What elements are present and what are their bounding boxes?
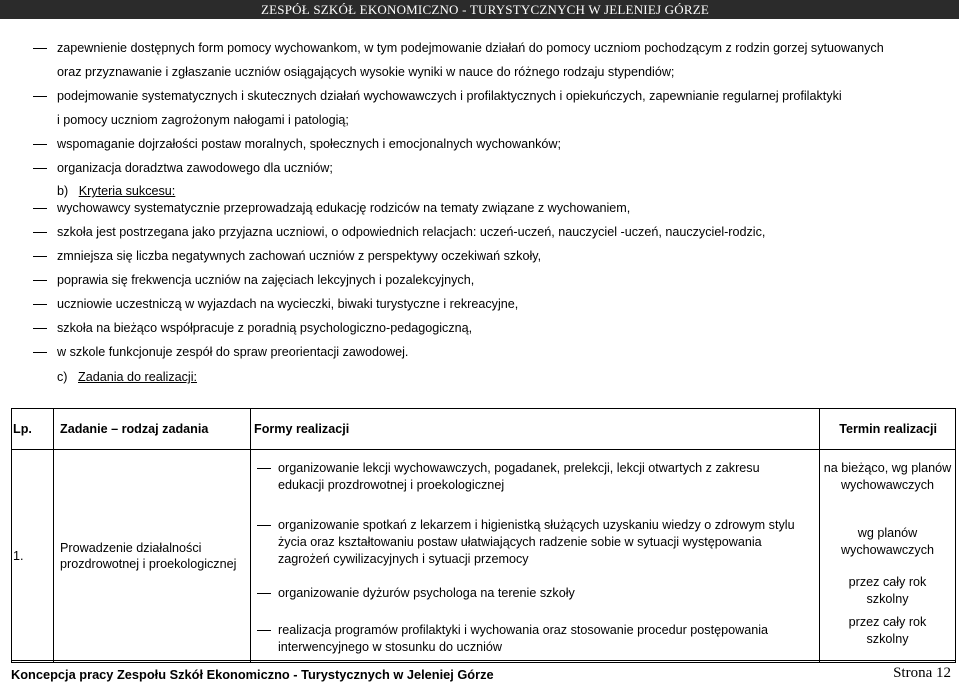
list-b-item-6: szkoła na bieżąco współpracuje z poradnią psychologiczno-pedagogiczną,	[57, 321, 473, 335]
list-a-item-1-line-2: oraz przyznawanie i zgłaszanie uczniów osiągających wysokie wyniki w nauce do różnego rodzaju stypendiów;	[57, 65, 675, 79]
list-a-item-2-line-2: i pomocy uczniom zagrożonym nałogami i patologią;	[57, 113, 349, 127]
form-text: organizowanie dyżurów psychologa na terenie szkoły	[278, 586, 575, 600]
row-forms-cell	[251, 450, 820, 663]
term-text: na bieżąco, wg planów wychowawczych	[823, 461, 952, 492]
list-a-item-1-line-1: zapewnienie dostępnych form pomocy wychowankom, w tym podejmowanie działań do pomocy uczniom pochodzącym z rodzin gorzej sytuowanych	[57, 41, 884, 55]
page-footer	[0, 660, 959, 685]
bullet-dash	[33, 208, 47, 209]
bullet-dash	[257, 593, 271, 594]
term-text: wg planów wychowawczych	[840, 526, 935, 557]
list-b-item-3: zmniejsza się liczba negatywnych zachowań uczniów z perspektywy oczekiwań szkoły,	[57, 249, 542, 263]
list-b-item-2: szkoła jest postrzegana jako przyjazna uczniowi, o odpowiednich relacjach: uczeń-uczeń, nauczyciel -uczeń, nauczyciel-rodzic,	[57, 225, 766, 239]
table-row	[12, 450, 956, 663]
list-b-item-5: uczniowie uczestniczą w wyjazdach na wycieczki, biwaki turystyczne i rekreacyjne,	[57, 297, 519, 311]
page-number: Strona 12	[893, 665, 951, 681]
header-title: ZESPÓŁ SZKÓŁ EKONOMICZNO - TURYSTYCZNYCH W JELENIEJ GÓRZE	[261, 2, 709, 17]
col-header-task: Zadanie – rodzaj zadania	[54, 409, 251, 450]
list-a-item-3: wspomaganie dojrzałości postaw moralnych, społecznych i emocjonalnych wychowanków;	[57, 137, 561, 151]
bullet-dash	[33, 304, 47, 305]
tasks-table	[11, 408, 956, 663]
bullet-dash	[33, 144, 47, 145]
bullet-dash	[257, 630, 271, 631]
list-b-item-7: w szkole funkcjonuje zespół do spraw preorientacji zawodowej.	[57, 345, 409, 359]
bullet-dash	[33, 96, 47, 97]
term-text: przez cały rok szkolny	[848, 615, 927, 646]
section-c-prefix: c)	[57, 370, 68, 384]
col-header-term: Termin realizacji	[820, 409, 956, 450]
bullet-dash	[33, 168, 47, 169]
list-a-item-2-line-1: podejmowanie systematycznych i skutecznych działań wychowawczych i profilaktycznych i opiekuńczych, zapewnianie regularnej profilaktyki	[57, 89, 842, 103]
section-b-heading	[57, 183, 175, 199]
list-b-item-4: poprawia się frekwencja uczniów na zajęciach lekcyjnych i pozalekcyjnych,	[57, 273, 475, 287]
row-task: Prowadzenie działalności prozdrowotnej i proekologicznej	[54, 450, 251, 663]
bullet-dash	[257, 525, 271, 526]
footer-title: Koncepcja pracy Zespołu Szkół Ekonomiczno - Turystycznych w Jeleniej Górze	[11, 667, 494, 682]
bullet-dash	[33, 232, 47, 233]
section-b-prefix: b)	[57, 184, 69, 198]
row-lp: 1.	[12, 450, 54, 663]
col-header-lp: Lp.	[12, 409, 54, 450]
page-header	[0, 0, 959, 19]
bullet-dash	[33, 352, 47, 353]
bullet-dash	[33, 48, 47, 49]
section-c-title: Zadania do realizacji:	[78, 370, 198, 384]
term-text: przez cały rok szkolny	[848, 575, 927, 606]
col-header-forms: Formy realizacji	[251, 409, 820, 450]
section-c-heading	[57, 369, 197, 385]
bullet-dash	[33, 280, 47, 281]
list-b-item-1: wychowawcy systematycznie przeprowadzają edukację rodziców na tematy związane z wychowaniem,	[57, 201, 631, 215]
row-terms-cell	[820, 450, 956, 663]
list-a-item-4: organizacja doradztwa zawodowego dla uczniów;	[57, 161, 333, 175]
form-text: organizowanie lekcji wychowawczych, pogadanek, prelekcji, lekcji otwartych z zakresu edukacji prozdrowotnej i proekologicznej	[278, 461, 760, 492]
bullet-dash	[33, 328, 47, 329]
form-text: realizacja programów profilaktyki i wychowania oraz stosowanie procedur postępowania interwencyjnego w stosunku do uczniów	[278, 623, 769, 654]
section-b-title: Kryteria sukcesu:	[78, 184, 176, 198]
form-text: organizowanie spotkań z lekarzem i higienistką służących uzyskaniu wiedzy o zdrowym stylu życia oraz kształtowaniu postaw ułatwiających radzenie sobie w sytuacji występowania zagrożeń cywilizacyjnych i sytuacji przemocy	[278, 518, 795, 566]
bullet-dash	[257, 468, 271, 469]
bullet-dash	[33, 256, 47, 257]
table-header-row	[12, 409, 956, 450]
footer-rule	[11, 660, 956, 661]
